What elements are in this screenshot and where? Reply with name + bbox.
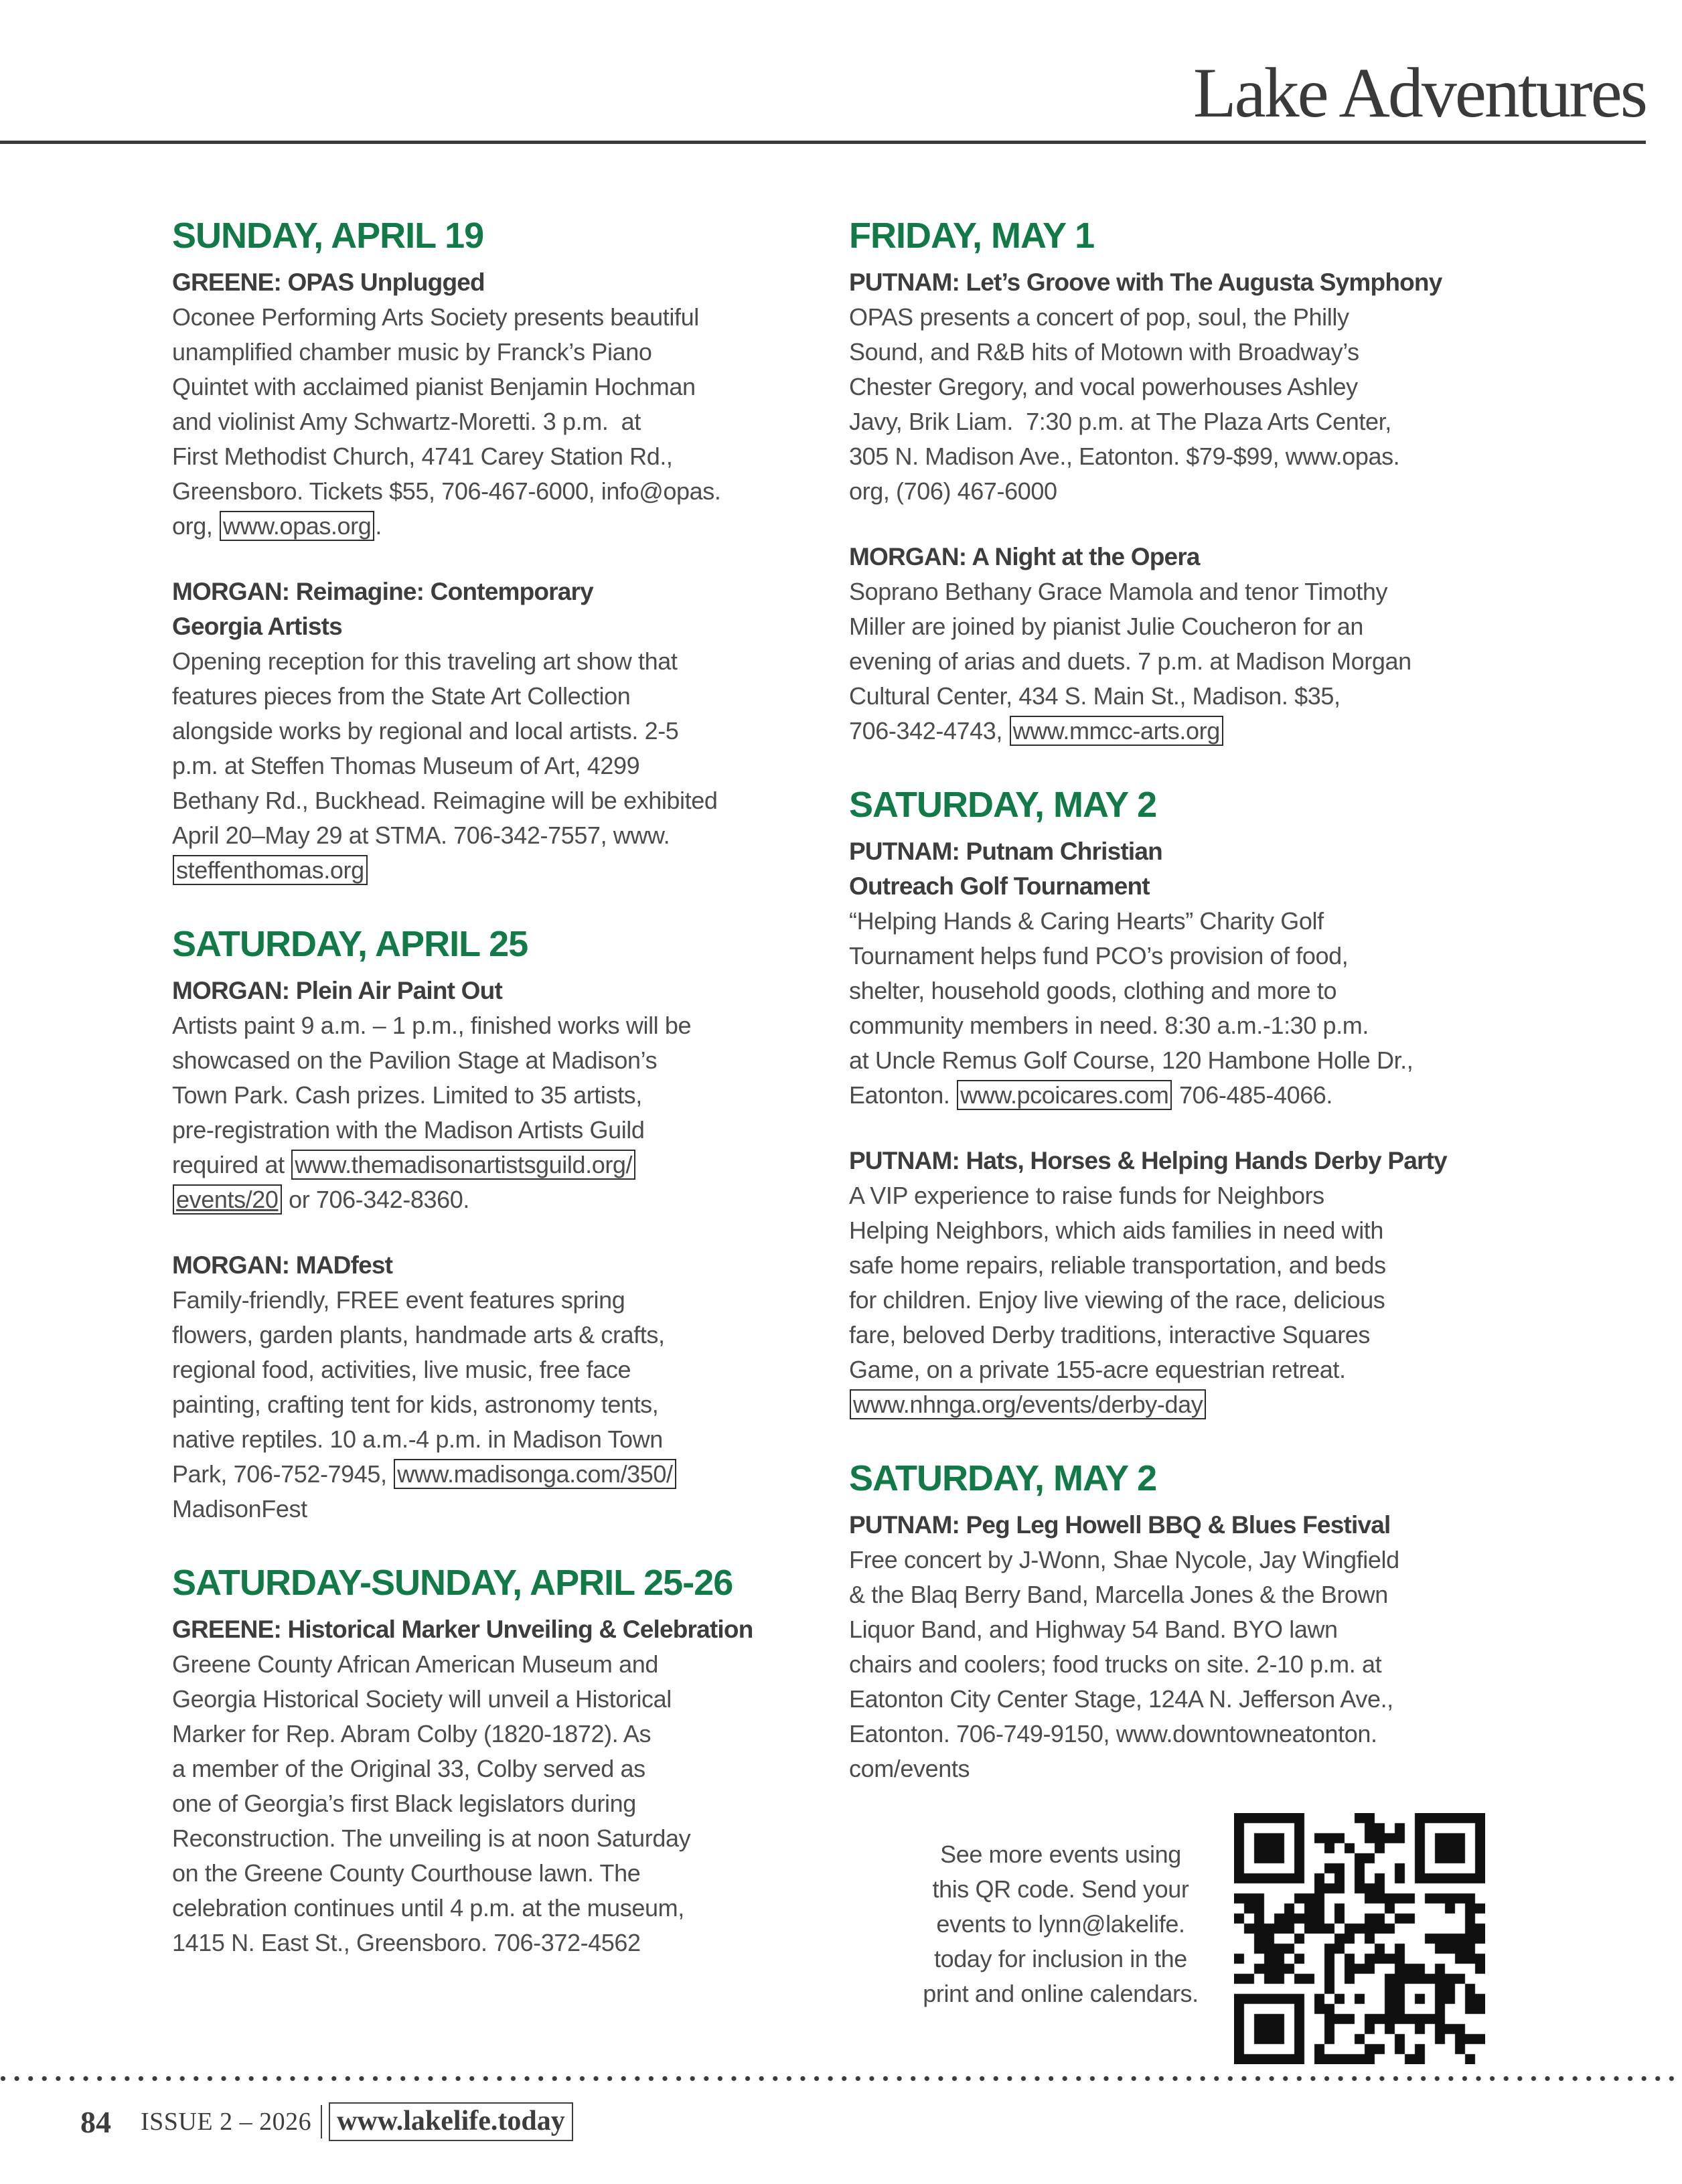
inline-link[interactable]: www.opas.org: [220, 511, 374, 541]
page-number: 84: [80, 2104, 111, 2139]
body-line: Park, 706-752-7945, www.madisonga.com/350/: [172, 1457, 816, 1492]
event-listing: [849, 1144, 1493, 1422]
body-line: Free concert by J-Wonn, Shae Nycole, Jay Wingfield: [849, 1546, 1399, 1573]
footer-separator: [321, 2105, 322, 2138]
body-line: Game, on a private 155-acre equestrian retreat.: [849, 1356, 1346, 1383]
body-line: fare, beloved Derby traditions, interactive Squares: [849, 1321, 1371, 1348]
event-listing: [172, 1612, 816, 1960]
event-listing: [849, 540, 1493, 749]
issue-label: ISSUE 2 – 2026: [141, 2108, 312, 2136]
event-listing: [849, 834, 1493, 1113]
body-line: [849, 1387, 1493, 1422]
event-title: PUTNAM: Peg Leg Howell BBQ & Blues Festival: [849, 1511, 1391, 1539]
body-line: painting, crafting tent for kids, astronomy tents,: [172, 1391, 659, 1418]
body-line: Eatonton City Center Stage, 124A N. Jefferson Ave.,: [849, 1685, 1393, 1713]
left-column: [172, 201, 816, 1960]
body-line: regional food, activities, live music, free face: [172, 1356, 631, 1383]
event-title: Outreach Golf Tournament: [849, 872, 1150, 900]
event-title: PUTNAM: Hats, Horses & Helping Hands Derby Party: [849, 1147, 1447, 1174]
day-heading: FRIDAY, MAY 1: [849, 216, 1095, 256]
body-line: unamplified chamber music by Franck’s Piano: [172, 338, 652, 366]
body-line: p.m. at Steffen Thomas Museum of Art, 4299: [172, 752, 640, 779]
event-listing: [849, 265, 1493, 509]
body-line: Town Park. Cash prizes. Limited to 35 artists,: [172, 1081, 642, 1109]
body-line: and violinist Amy Schwartz-Moretti. 3 p.m. at: [172, 408, 641, 435]
page-title: Lake Adventures: [1193, 54, 1646, 132]
body-line: features pieces from the State Art Collection: [172, 682, 631, 710]
inline-link[interactable]: www.mmcc-arts.org: [1010, 716, 1223, 746]
footer-site-link[interactable]: www.lakelife.today: [329, 2102, 573, 2141]
body-line: 1415 N. East St., Greensboro. 706-372-4562: [172, 1929, 641, 1956]
day-heading: SATURDAY, APRIL 25: [172, 924, 528, 964]
event-title: MORGAN: Plein Air Paint Out: [172, 977, 502, 1004]
body-line: a member of the Original 33, Colby served as: [172, 1755, 645, 1782]
body-line: Oconee Performing Arts Society presents beautiful: [172, 303, 699, 331]
event-title: GREENE: Historical Marker Unveiling & Celebration: [172, 1616, 753, 1643]
body-line: shelter, household goods, clothing and more to: [849, 977, 1337, 1004]
body-line: Quintet with acclaimed pianist Benjamin Hochman: [172, 373, 696, 400]
body-line: org, (706) 467-6000: [849, 477, 1057, 505]
body-line: pre-registration with the Madison Artists Guild: [172, 1116, 645, 1144]
body-line: Eatonton. www.pcoicares.com 706-485-4066.: [849, 1081, 1333, 1109]
event-title: MORGAN: A Night at the Opera: [849, 543, 1200, 570]
right-column: [849, 201, 1493, 2064]
body-line: chairs and coolers; food trucks on site. 2-10 p.m. at: [849, 1650, 1382, 1678]
event-title: PUTNAM: Let’s Groove with The Augusta Symphony: [849, 268, 1442, 296]
inline-link[interactable]: www.pcoicares.com: [957, 1080, 1172, 1110]
inline-link[interactable]: www.themadisonartistsguild.org/: [291, 1150, 635, 1180]
qr-note-line: See more events using: [940, 1841, 1181, 1868]
body-line: Javy, Brik Liam. 7:30 p.m. at The Plaza Arts Center,: [849, 408, 1391, 435]
body-line: MadisonFest: [172, 1495, 307, 1523]
body-line: celebration continues until 4 p.m. at the museum,: [172, 1894, 684, 1922]
body-line: 706-342-4743, www.mmcc-arts.org: [849, 714, 1493, 749]
event-listing: [172, 574, 816, 888]
body-line: flowers, garden plants, handmade arts & crafts,: [172, 1321, 665, 1348]
event-listing: [172, 1248, 816, 1527]
event-title: MORGAN: MADfest: [172, 1251, 393, 1279]
footer: [80, 2102, 573, 2141]
body-line: at Uncle Remus Golf Course, 120 Hambone Holle Dr.,: [849, 1046, 1413, 1074]
day-heading: SATURDAY, MAY 2: [849, 1458, 1157, 1498]
event-title: Georgia Artists: [172, 613, 342, 640]
dotted-divider: [0, 2076, 1682, 2082]
inline-link[interactable]: events/20: [173, 1184, 282, 1215]
body-line: native reptiles. 10 a.m.-4 p.m. in Madison Town: [172, 1425, 663, 1453]
body-line: Soprano Bethany Grace Mamola and tenor Timothy: [849, 578, 1388, 605]
body-line: & the Blaq Berry Band, Marcella Jones & the Brown: [849, 1581, 1388, 1608]
body-line: Eatonton. 706-749-9150, www.downtowneatonton.: [849, 1720, 1377, 1747]
event-listing: [849, 1508, 1493, 1786]
inline-link[interactable]: www.madisonga.com/350/: [394, 1459, 676, 1489]
body-line: org, www.opas.org .: [172, 512, 382, 540]
qr-note-line: this QR code. Send your: [932, 1875, 1189, 1903]
event-title: MORGAN: Reimagine: Contemporary: [172, 578, 593, 605]
qr-note-line: print and online calendars.: [923, 1980, 1199, 2007]
body-line: events/20 or 706-342-8360.: [172, 1182, 816, 1217]
day-heading: SATURDAY, MAY 2: [849, 785, 1157, 825]
body-line: Greensboro. Tickets $55, 706-467-6000, info@opas.: [172, 477, 721, 505]
event-title: PUTNAM: Putnam Christian: [849, 838, 1162, 865]
body-line: Marker for Rep. Abram Colby (1820-1872). As: [172, 1720, 652, 1747]
day-heading: SUNDAY, APRIL 19: [172, 216, 484, 256]
event-listing: [172, 265, 816, 544]
body-line: Miller are joined by pianist Julie Coucheron for an: [849, 613, 1364, 640]
body-line: OPAS presents a concert of pop, soul, the Philly: [849, 303, 1349, 331]
body-line: 305 N. Madison Ave., Eatonton. $79-$99, www.opas.: [849, 443, 1400, 470]
body-line: “Helping Hands & Caring Hearts” Charity Golf: [849, 907, 1324, 935]
body-line: on the Greene County Courthouse lawn. The: [172, 1859, 641, 1887]
body-line: Family-friendly, FREE event features spring: [172, 1286, 625, 1314]
body-line: com/events: [849, 1755, 970, 1782]
body-line: required at www.themadisonartistsguild.org/: [172, 1148, 816, 1182]
body-line: community members in need. 8:30 a.m.-1:30 p.m.: [849, 1012, 1369, 1039]
body-line: Sound, and R&B hits of Motown with Broadway’s: [849, 338, 1359, 366]
qr-note-line: events to lynn@lakelife.: [936, 1910, 1185, 1938]
body-line: Reconstruction. The unveiling is at noon Saturday: [172, 1824, 691, 1852]
body-line: Greene County African American Museum and: [172, 1650, 658, 1678]
body-line: alongside works by regional and local artists. 2-5: [172, 717, 679, 745]
body-line: safe home repairs, reliable transportation, and beds: [849, 1251, 1386, 1279]
event-title: GREENE: OPAS Unplugged: [172, 268, 485, 296]
body-line: Chester Gregory, and vocal powerhouses Ashley: [849, 373, 1358, 400]
body-line: Tournament helps fund PCO’s provision of food,: [849, 942, 1349, 969]
body-line: A VIP experience to raise funds for Neighbors: [849, 1182, 1324, 1209]
inline-link[interactable]: steffenthomas.org: [173, 855, 368, 885]
body-line: one of Georgia’s first Black legislators during: [172, 1790, 636, 1817]
body-line: April 20–May 29 at STMA. 706-342-7557, www.: [172, 822, 670, 849]
event-listing: [172, 973, 816, 1217]
qr-note-line: today for inclusion in the: [934, 1945, 1187, 1972]
qr-section: [849, 1813, 1493, 2064]
qr-note-text: [900, 1813, 1221, 2011]
body-line: First Methodist Church, 4741 Carey Station Rd.,: [172, 443, 673, 470]
header-rule: [0, 141, 1646, 144]
body-line: showcased on the Pavilion Stage at Madison’s: [172, 1046, 658, 1074]
body-line: Liquor Band, and Highway 54 Band. BYO lawn: [849, 1616, 1338, 1643]
inline-link[interactable]: www.nhnga.org/events/derby-day: [850, 1389, 1206, 1419]
body-line: Helping Neighbors, which aids families in need with: [849, 1217, 1384, 1244]
body-line: for children. Enjoy live viewing of the race, delicious: [849, 1286, 1385, 1314]
body-line: evening of arias and duets. 7 p.m. at Madison Morgan: [849, 647, 1411, 675]
body-line: Opening reception for this traveling art show that: [172, 647, 678, 675]
body-line: Bethany Rd., Buckhead. Reimagine will be exhibited: [172, 787, 718, 814]
body-line: [172, 853, 816, 888]
day-heading: SATURDAY-SUNDAY, APRIL 25-26: [172, 1563, 733, 1603]
body-line: Artists paint 9 a.m. – 1 p.m., finished works will be: [172, 1012, 692, 1039]
qr-code: [1234, 1813, 1485, 2064]
body-line: Georgia Historical Society will unveil a Historical: [172, 1685, 672, 1713]
body-line: Cultural Center, 434 S. Main St., Madison. $35,: [849, 682, 1341, 710]
